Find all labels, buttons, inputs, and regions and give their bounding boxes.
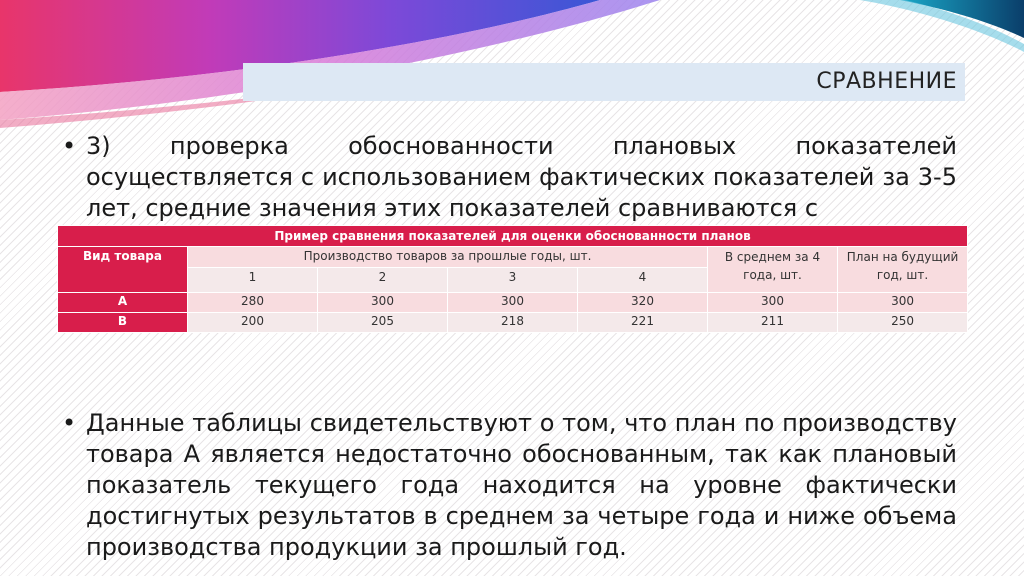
comparison-table — [57, 225, 968, 333]
header-average: В среднем за 4 года, шт. — [708, 247, 838, 293]
paragraph-1 — [62, 131, 957, 225]
table-cell: 280 — [188, 293, 318, 313]
table-cell: 320 — [578, 293, 708, 313]
table-row — [58, 313, 968, 333]
table-row — [58, 293, 968, 313]
table-cell: 300 — [318, 293, 448, 313]
header-product: Вид товара — [58, 247, 188, 293]
paragraph-2-text: Данные таблицы свидетельствуют о том, что план по производству товара А является недостаточно обоснованным, так как плановый показатель текущего года находится на уровне фактически достигнутых результатов в среднем за четыре года и ниже объема производства продукции за прошлый год. — [86, 409, 957, 561]
header-year: 1 — [188, 268, 318, 293]
paragraph-1-text: 3) проверка обоснованности плановых показателей осуществляется с использованием фактических показателей за 3-5 лет, средние значения этих показателей сравниваются с — [86, 132, 957, 222]
row-label: В — [58, 313, 188, 333]
table-cell: 250 — [838, 313, 968, 333]
table-cell: 211 — [708, 313, 838, 333]
header-past-years: Производство товаров за прошлые годы, шт. — [188, 247, 708, 268]
header-year: 4 — [578, 268, 708, 293]
bullet-2: • — [62, 409, 77, 437]
bullet-1: • — [62, 132, 77, 160]
header-year: 2 — [318, 268, 448, 293]
title-bar — [243, 63, 965, 101]
table-cell: 300 — [448, 293, 578, 313]
table-cell: 300 — [838, 293, 968, 313]
table-cell: 300 — [708, 293, 838, 313]
table-caption: Пример сравнения показателей для оценки обоснованности планов — [58, 226, 968, 247]
slide-title: СРАВНЕНИЕ — [816, 69, 957, 94]
table-cell: 221 — [578, 313, 708, 333]
header-plan: План на будущий год, шт. — [838, 247, 968, 293]
paragraph-2 — [62, 408, 957, 563]
header-year: 3 — [448, 268, 578, 293]
table-cell: 218 — [448, 313, 578, 333]
table-cell: 205 — [318, 313, 448, 333]
row-label: А — [58, 293, 188, 313]
table-cell: 200 — [188, 313, 318, 333]
